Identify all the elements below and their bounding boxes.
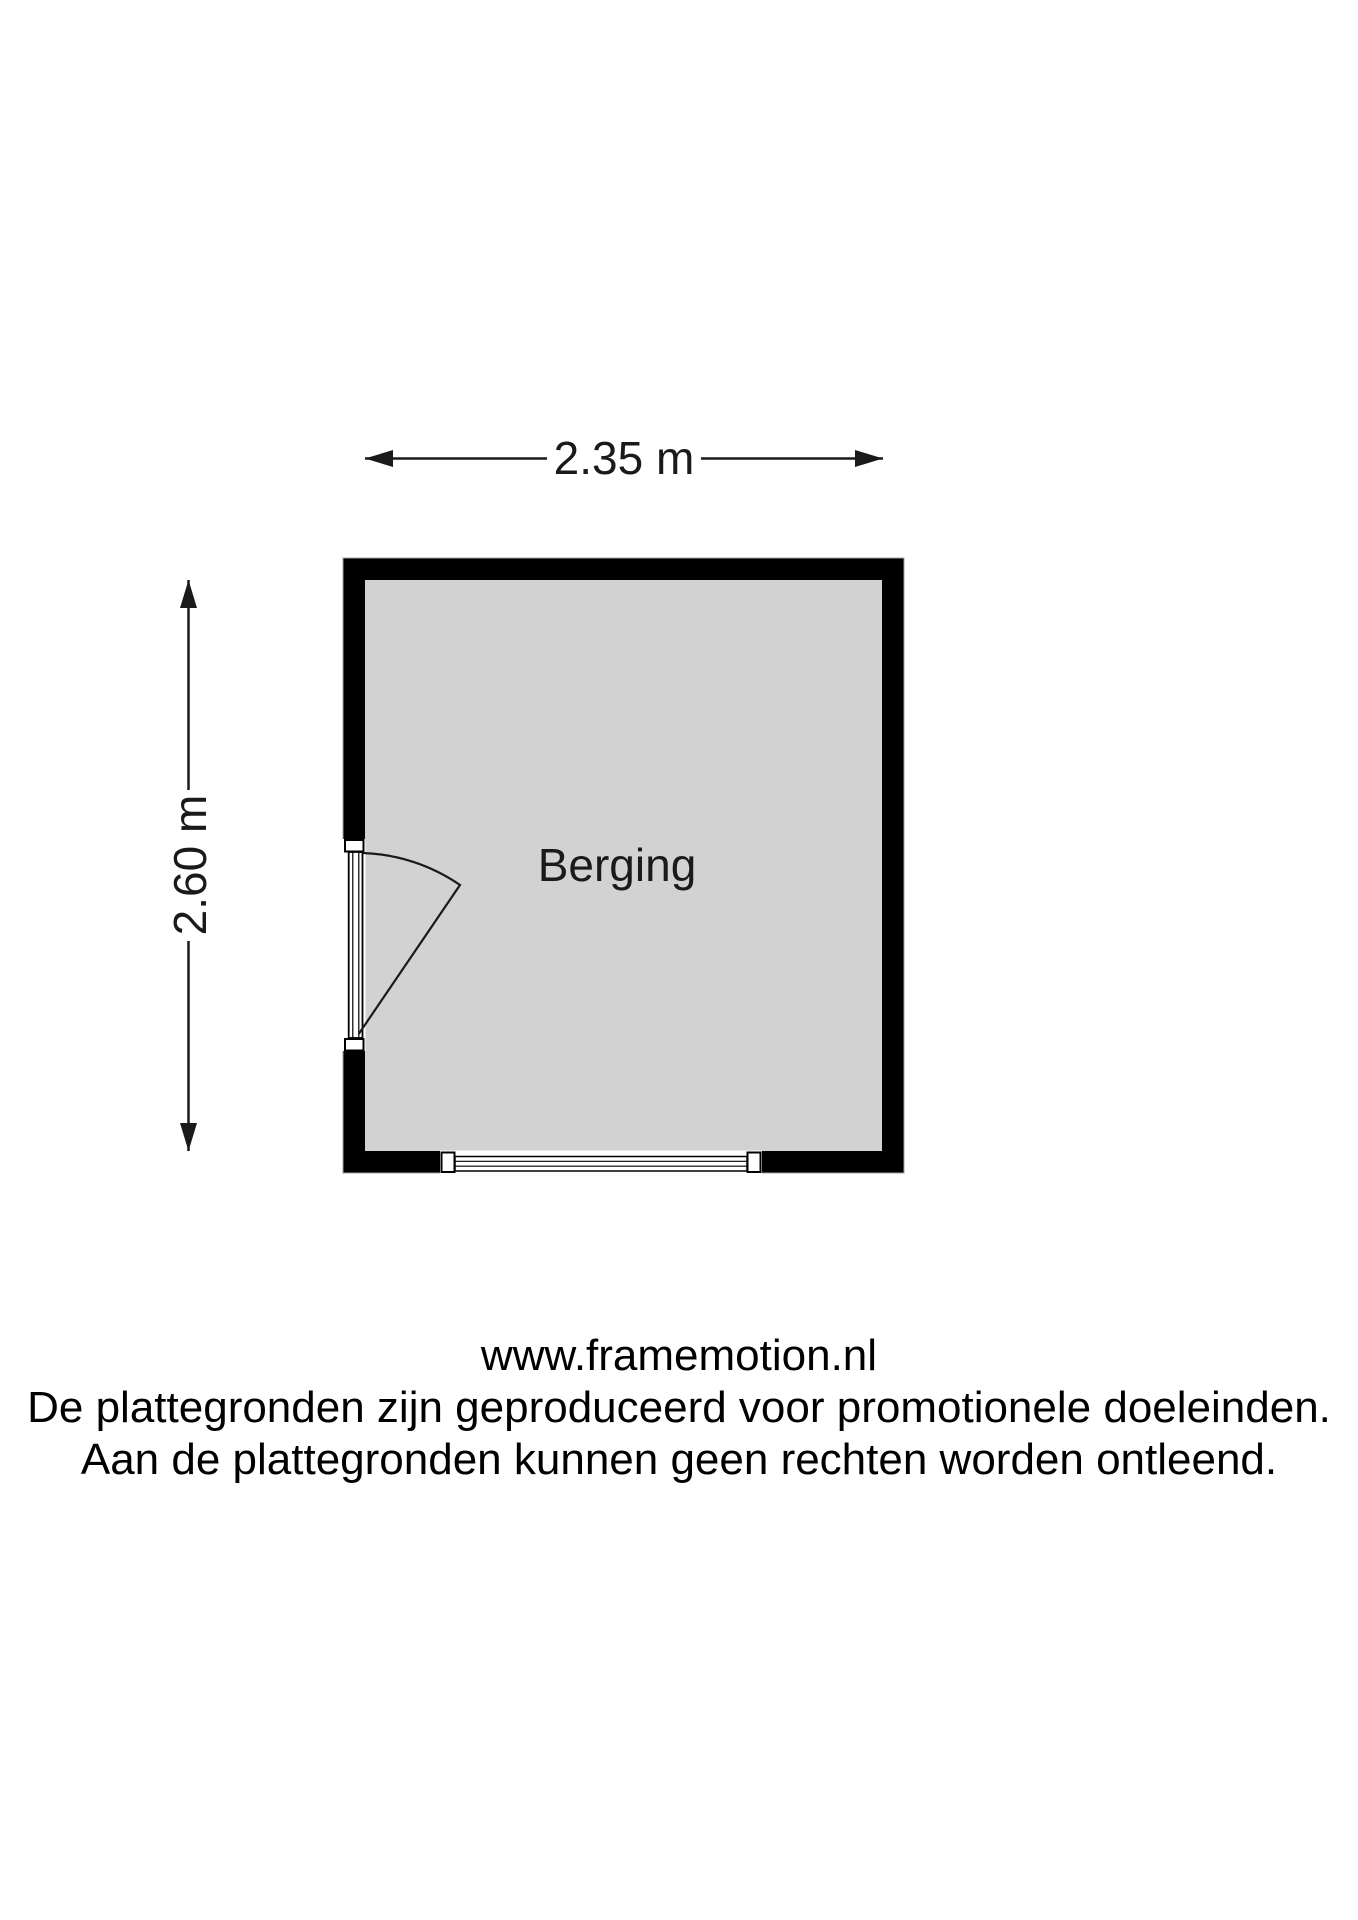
- arrow-down-icon: [180, 1123, 197, 1151]
- door-jamb-bottom: [345, 1039, 364, 1051]
- arrow-left-icon: [365, 450, 393, 467]
- window-jamb-right: [748, 1153, 761, 1173]
- footer-disclaimer-1: De plattegronden zijn geproduceerd voor promotionele doeleinden.: [27, 1383, 1331, 1432]
- width-dimension-label: 2.35 m: [553, 432, 695, 484]
- room-label: Berging: [537, 839, 697, 891]
- door-leaf: [349, 852, 363, 1038]
- height-dimension-label: 2.60 m: [164, 794, 216, 936]
- arrow-right-icon: [855, 450, 883, 467]
- door-jamb-top: [345, 840, 364, 852]
- room-berging: [343, 558, 905, 1174]
- arrow-up-icon: [180, 580, 197, 608]
- window-jamb-left: [442, 1153, 455, 1173]
- window-glass: [455, 1157, 747, 1172]
- window: [440, 1151, 762, 1174]
- footer: [0, 1330, 1358, 1486]
- height-dimension: [164, 580, 216, 1151]
- footer-disclaimer-2: Aan de plattegronden kunnen geen rechten worden ontleend.: [80, 1435, 1278, 1484]
- width-dimension: [365, 432, 883, 484]
- footer-website: www.framemotion.nl: [480, 1331, 878, 1380]
